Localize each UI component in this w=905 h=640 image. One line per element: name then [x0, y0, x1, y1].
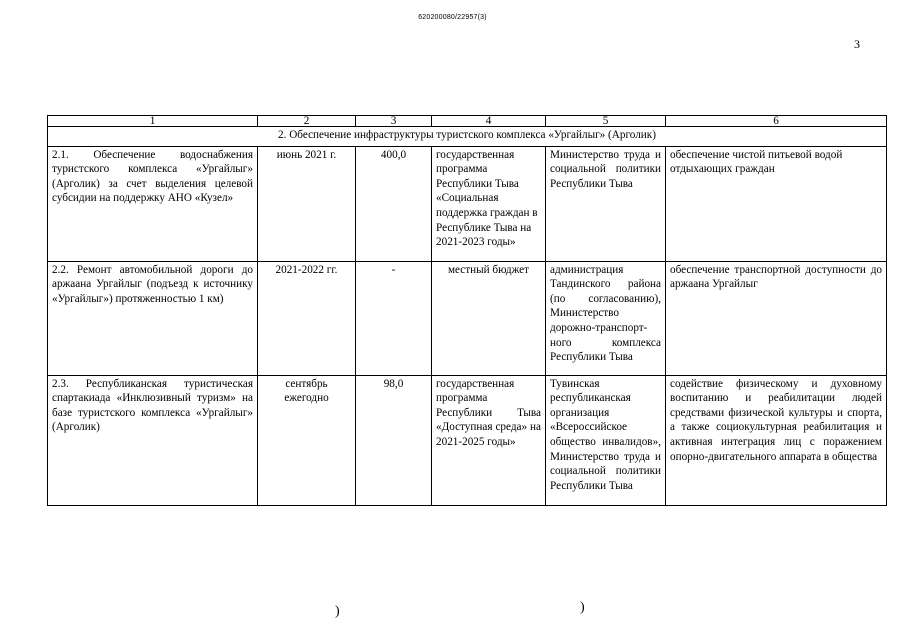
amount-cell: 98,0 — [356, 375, 432, 505]
executor-cell: Тувинская республиканская организация «Всероссийское общество инвалидов», Министерство труда и социальной политики Республики Тыва — [546, 375, 666, 505]
column-header: 6 — [666, 116, 887, 127]
measures-table — [47, 115, 887, 506]
column-header: 2 — [258, 116, 356, 127]
table-row — [48, 261, 887, 375]
table-row — [48, 375, 887, 505]
source-cell: государственная программа Республики Тыва «Социальная поддержка граждан в Республике Тыва на 2021-2023 годы» — [432, 146, 546, 261]
scan-mark: ) — [580, 600, 585, 615]
amount-cell: 400,0 — [356, 146, 432, 261]
term-cell: сентябрь ежегодно — [258, 375, 356, 505]
measure-cell: 2.3. Республиканская туристическая спартакиада «Инклюзивный туризм» на базе туристского комплекса «Ургайлыг» (Арголик) — [48, 375, 258, 505]
amount-cell: - — [356, 261, 432, 375]
page-number: 3 — [854, 37, 860, 51]
term-cell: июнь 2021 г. — [258, 146, 356, 261]
column-header: 5 — [546, 116, 666, 127]
measure-cell: 2.2. Ремонт автомобильной дороги до аржаана Ургайлыг (подъезд к источнику «Ургайлыг») протяженностью 1 км) — [48, 261, 258, 375]
result-cell: содействие физическому и духовному воспитанию и реабилитации людей средствами физической культуры и спорта, а также социокультурная реабилитация и активная интеграция лиц с поражением опорно-двигательного аппарата в общества — [666, 375, 887, 505]
measure-cell: 2.1. Обеспечение водоснабжения туристского комплекса «Ургайлыг» (Арголик) за счет выделения целевой субсидии на поддержку АНО «Кузел» — [48, 146, 258, 261]
column-header: 3 — [356, 116, 432, 127]
document-id: 620200080/22957(3) — [418, 14, 487, 21]
scan-mark: ) — [335, 604, 340, 619]
column-header: 1 — [48, 116, 258, 127]
section-title: 2. Обеспечение инфраструктуры туристского комплекса «Ургайлыг» (Арголик) — [48, 127, 887, 147]
source-cell: местный бюджет — [432, 261, 546, 375]
term-cell: 2021-2022 гг. — [258, 261, 356, 375]
section-row — [48, 127, 887, 147]
executor-cell: администрация Тандинского района (по согласованию), Министерство дорожно-транспорт-ного комплекса Республики Тыва — [546, 261, 666, 375]
source-cell: государственная программа Республики Тыва «Доступная среда» на 2021-2025 годы» — [432, 375, 546, 505]
table-header-row — [48, 116, 887, 127]
table-row — [48, 146, 887, 261]
column-header: 4 — [432, 116, 546, 127]
result-cell: обеспечение транспортной доступности до аржаана Ургайлыг — [666, 261, 887, 375]
executor-cell: Министерство труда и социальной политики Республики Тыва — [546, 146, 666, 261]
result-cell: обеспечение чистой питьевой водой отдыхающих граждан — [666, 146, 887, 261]
